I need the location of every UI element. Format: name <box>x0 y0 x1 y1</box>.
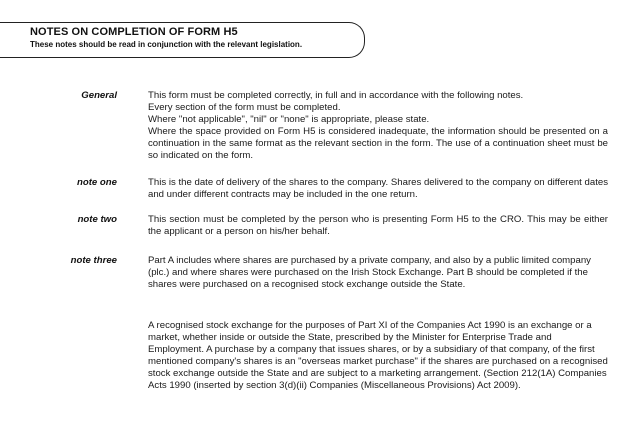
section-label-note-three: note three <box>70 255 117 266</box>
section-text-recognised-exchange <box>148 320 608 392</box>
page-title: NOTES ON COMPLETION OF FORM H5 <box>30 26 238 38</box>
general-line-3: Where "not applicable", "nil" or "none" is appropriate, please state. <box>148 114 430 125</box>
section-text-note-three <box>148 255 608 291</box>
note-one-text: This is the date of delivery of the shares to the company. Shares delivered to the company on different dates and under different contracts may be included in the one return. <box>148 177 608 200</box>
recognised-exchange-text: A recognised stock exchange for the purposes of Part XI of the Companies Act 1990 is an exchange or a market, whether inside or outside the State, prescribed by the Minister for Enterprise Trade and Employment. A purchase by a company that issues shares, or by a subsidiary of that company, of the first mentioned company's shares is an "overseas market purchase" if the shares are purchased on a recognised stock exchange outside the State and are subject to a marketing arrangement. (Section 212(1A) Companies Acts 1990 (inserted by section 3(d)(ii) Companies (Miscellaneous Provisions) Act 2009). <box>148 320 608 391</box>
general-line-2: Every section of the form must be completed. <box>148 102 341 113</box>
section-label-note-one: note one <box>77 177 117 188</box>
page-subtitle: These notes should be read in conjunction with the relevant legislation. <box>30 40 303 49</box>
note-three-text: Part A includes where shares are purchased by a private company, and also by a public limited company (plc.) and where shares were purchased on the Irish Stock Exchange. Part B should be completed if the shares were purchased on a recognised stock exchange outside the State. <box>148 255 591 290</box>
section-label-note-two: note two <box>77 214 117 225</box>
notes-header-box <box>0 22 365 58</box>
general-line-1: This form must be completed correctly, in full and in accordance with the following notes. <box>148 90 524 101</box>
section-text-note-two <box>148 214 608 238</box>
section-text-note-one <box>148 177 608 201</box>
section-text-general <box>148 90 608 162</box>
section-label-general: General <box>81 90 117 101</box>
general-line-4: Where the space provided on Form H5 is considered inadequate, the information should be presented on a continuation in the same format as the relevant section in the form. The use of a continuation sheet must be so indicated on the form. <box>148 126 608 161</box>
note-two-text: This section must be completed by the person who is presenting Form H5 to the CRO. This may be either the applicant or a person on his/her behalf. <box>148 214 608 237</box>
